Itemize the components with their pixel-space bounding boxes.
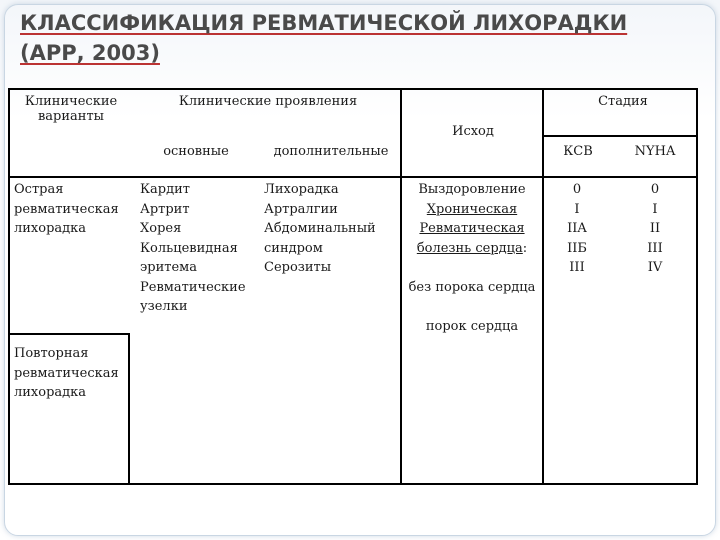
variant-row-divider — [8, 333, 128, 335]
outcomes-list — [404, 180, 540, 336]
list-item: Ревматические узелки — [140, 279, 246, 314]
outcome-chronic-line-3-wrap — [404, 239, 540, 259]
list-item: II — [649, 221, 661, 236]
nyha-stages-list — [620, 180, 690, 278]
list-item: 0 — [650, 182, 660, 197]
list-item: Абдоминальный синдром — [264, 221, 376, 256]
list-item: Серозиты — [264, 260, 332, 275]
list-item: III — [647, 240, 663, 256]
table-border-right — [696, 88, 698, 485]
variant-acute: Острая ревматическая лихорадка — [14, 182, 119, 236]
list-item: IV — [647, 260, 663, 275]
header-divider — [8, 176, 698, 178]
main-manifestations-list — [140, 180, 258, 317]
outcome-no-defect: без порока сердца — [408, 279, 536, 295]
header-additional: дополнительные — [273, 144, 389, 159]
outcome-recovery: Выздоровление — [418, 182, 526, 197]
list-item: Кардит — [140, 182, 190, 197]
outcome-chronic-line-2: Ревматическая — [419, 221, 525, 236]
spacer — [404, 297, 540, 317]
header-stage: Стадия — [598, 94, 648, 109]
stage-subheader-divider — [544, 135, 696, 137]
header-main: основные — [163, 144, 229, 159]
spacer — [404, 258, 540, 278]
col-divider-outcome — [400, 88, 402, 485]
table-border-bottom — [8, 483, 698, 485]
title-line-2: (АРР, 2003) — [20, 41, 160, 65]
outcome-defect: порок сердца — [425, 318, 519, 334]
header-outcome: Исход — [452, 124, 494, 139]
list-item: I — [574, 201, 580, 217]
list-item: IIБ — [567, 240, 587, 256]
list-item: 0 — [572, 182, 582, 197]
col-divider-stage — [542, 88, 544, 485]
outcome-chronic-line-3: болезнь сердца — [416, 240, 523, 256]
ksv-stages-list — [546, 180, 608, 278]
variant-recurrent: Повторная ревматическая лихорадка — [14, 346, 119, 400]
list-item: IIA — [567, 221, 587, 236]
header-clinical-variants: Клинические варианты — [24, 94, 118, 124]
list-item: Лихорадка — [264, 182, 339, 197]
table-border-left — [8, 88, 10, 485]
header-nyha: NYHA — [634, 144, 676, 159]
slide-title — [20, 8, 700, 68]
additional-manifestations-list — [264, 180, 398, 278]
header-clinical-manifestations: Клинические проявления — [178, 94, 358, 109]
outcome-chronic-line-1: Хроническая — [426, 201, 518, 217]
outcome-chronic-colon: : — [522, 240, 528, 256]
list-item: Артрит — [140, 201, 190, 217]
variant-row-side — [128, 333, 130, 485]
list-item: I — [652, 201, 658, 217]
list-item: Кольцевидная эритема — [140, 240, 238, 275]
classification-table — [8, 88, 698, 485]
list-item: Артралгии — [264, 201, 338, 217]
table-border-top — [8, 88, 698, 90]
title-line-1: КЛАССИФИКАЦИЯ РЕВМАТИЧЕСКОЙ ЛИХОРАДКИ — [20, 11, 628, 35]
header-ksv: КСВ — [563, 144, 593, 159]
list-item: III — [569, 260, 585, 275]
list-item: Хорея — [140, 221, 182, 236]
